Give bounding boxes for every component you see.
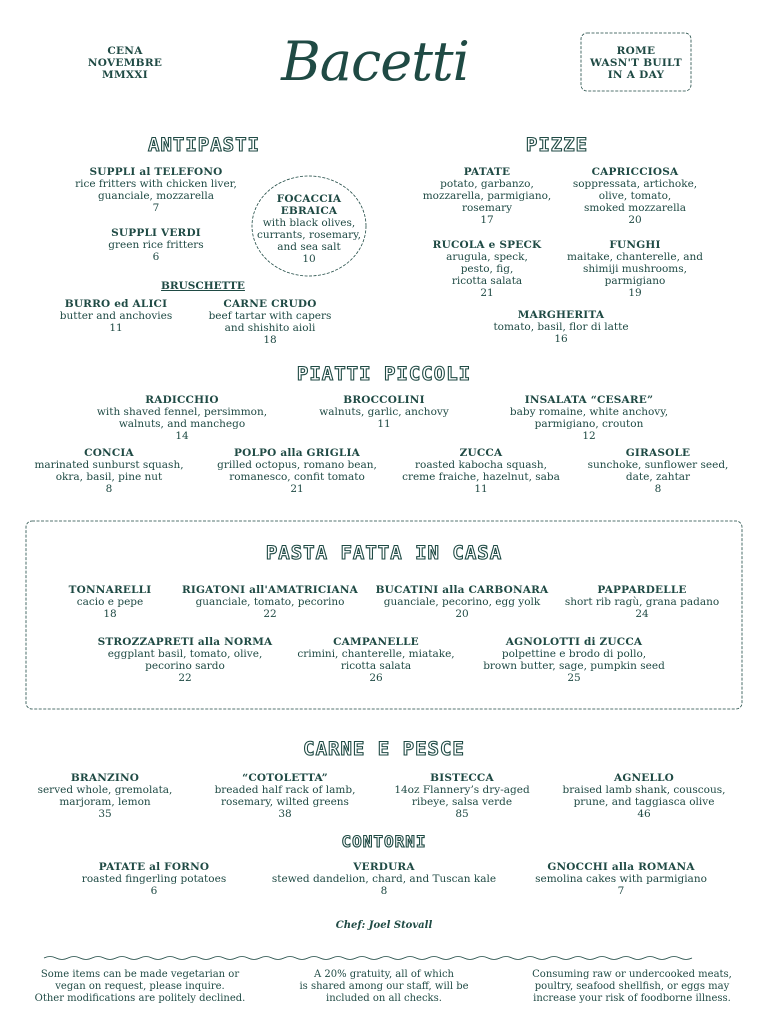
item-desc: beef tartar with capers	[208, 310, 332, 322]
menu-item	[180, 584, 360, 620]
item-desc: butter and anchovies	[59, 310, 173, 322]
item-desc: baby romaine, white anchovy,	[509, 406, 669, 418]
item-name: BURRO ed ALICI	[64, 298, 168, 310]
item-price: 14	[175, 430, 189, 442]
chef-credit: Chef: Joel Stovall	[335, 920, 433, 931]
item-price: 11	[109, 322, 123, 334]
footer-note-left	[24, 969, 256, 1005]
menu-item	[578, 447, 738, 495]
footer-line: Some items can be made vegetarian or	[40, 969, 240, 980]
item-desc: semolina cakes with parmigiano	[535, 873, 707, 885]
footer-line: increase your risk of foodborne illness.	[533, 993, 731, 1004]
footer-line: Other modifications are politely declined.	[34, 993, 246, 1004]
header-left-line: MMXXI	[102, 69, 148, 81]
footer-note-center	[278, 969, 490, 1005]
menu-item	[64, 861, 244, 897]
restaurant-logo: Bacetti	[281, 30, 469, 93]
item-price: 10	[302, 253, 316, 265]
item-name: STROZZAPRETI alla NORMA	[97, 636, 273, 648]
item-desc: guanciale, tomato, pecorino	[195, 596, 345, 608]
item-name: ZUCCA	[459, 447, 503, 459]
menu-item	[45, 584, 175, 620]
item-name: PAPPARDELLE	[597, 584, 687, 596]
item-price: 25	[567, 672, 581, 684]
item-price: 22	[178, 672, 192, 684]
menu-item	[556, 584, 728, 620]
item-desc: breaded half rack of lamb,	[214, 784, 356, 796]
menu-item	[461, 309, 661, 345]
item-desc: roasted kabocha squash,	[414, 459, 547, 471]
item-price: 20	[628, 214, 642, 226]
header-left	[70, 45, 180, 81]
menu-item	[386, 447, 576, 495]
item-price: 8	[105, 483, 113, 495]
item-price: 7	[152, 202, 160, 214]
section-title-pasta: PASTA FATTA IN CASA	[265, 542, 503, 564]
header-right-line: ROME	[616, 45, 656, 57]
menu-item	[472, 636, 676, 684]
item-desc: short rib ragù, grana padano	[564, 596, 720, 608]
subsection-title-bruschette: BRUSCHETTE	[161, 280, 245, 292]
menu-item	[384, 772, 540, 820]
item-name: AGNOLOTTI di ZUCCA	[505, 636, 643, 648]
item-desc: shimiji mushrooms,	[583, 263, 687, 275]
item-price: 38	[278, 808, 292, 820]
item-name: BRANZINO	[70, 772, 140, 784]
item-desc: ricotta salata	[451, 275, 523, 287]
menu-item	[82, 394, 282, 442]
item-desc: parmigiano, crouton	[534, 418, 644, 430]
item-price: 6	[152, 251, 160, 263]
item-desc: arugula, speck,	[446, 251, 528, 263]
menu-item-featured	[254, 193, 364, 265]
header-left-line: CENA	[107, 45, 143, 57]
item-name: PATATE	[463, 166, 511, 178]
item-desc: and shishito aioli	[224, 322, 316, 334]
item-price: 20	[455, 608, 469, 620]
item-name: MARGHERITA	[517, 309, 605, 321]
menu-item	[560, 239, 710, 299]
item-name: POLPO alla GRIGLIA	[234, 447, 360, 459]
item-name: BROCCOLINI	[343, 394, 425, 406]
footer-line: vegan on request, please inquire.	[55, 981, 225, 992]
item-name: BUCATINI alla CARBONARA	[375, 584, 549, 596]
item-name: RADICCHIO	[145, 394, 219, 406]
header-tagline	[581, 45, 691, 81]
item-name: AGNELLO	[613, 772, 675, 784]
item-desc: walnuts, garlic, anchovy	[319, 406, 449, 418]
item-name: SUPPLI VERDI	[111, 227, 201, 239]
menu-item	[304, 394, 464, 430]
menu-item	[195, 298, 345, 346]
item-desc: sunchoke, sunflower seed,	[587, 459, 729, 471]
footer-divider	[44, 957, 692, 960]
footer-line: poultry, seafood shellfish, or eggs may	[534, 981, 730, 992]
menu-item	[30, 772, 180, 820]
item-desc: with shaved fennel, persimmon,	[96, 406, 268, 418]
menu-item	[412, 239, 562, 299]
header-left-line: NOVEMBRE	[87, 57, 163, 69]
item-desc: smoked mozzarella	[583, 202, 687, 214]
item-price: 17	[480, 214, 494, 226]
menu-item	[258, 861, 510, 897]
menu-item	[489, 394, 689, 442]
item-name: “COTOLETTA”	[242, 772, 328, 784]
menu-item	[550, 772, 738, 820]
menu-item	[56, 227, 256, 263]
item-price: 85	[455, 808, 469, 820]
item-desc: cacio e pepe	[76, 596, 144, 608]
item-desc: marinated sunburst squash,	[34, 459, 184, 471]
menu-item	[560, 166, 710, 226]
item-price: 7	[617, 885, 625, 897]
item-price: 24	[635, 608, 649, 620]
item-desc: ricotta salata	[340, 660, 412, 672]
menu-item	[372, 584, 552, 620]
footer-line: is shared among our staff, will be	[299, 981, 469, 992]
section-title-contorni: CONTORNI	[341, 832, 427, 851]
footer-line: included on all checks.	[326, 993, 442, 1004]
item-desc: prune, and taggiasca olive	[573, 796, 715, 808]
item-desc: guanciale, pecorino, egg yolk	[383, 596, 541, 608]
item-desc: marjoram, lemon	[59, 796, 151, 808]
section-title-antipasti: ANTIPASTI	[148, 134, 260, 156]
item-desc: grilled octopus, romano bean,	[217, 459, 377, 471]
item-desc: 14oz Flannery’s dry-aged	[394, 784, 530, 796]
item-desc: green rice fritters	[108, 239, 204, 251]
header-right-line: IN A DAY	[607, 69, 665, 81]
item-price: 16	[554, 333, 568, 345]
item-desc: rosemary	[461, 202, 513, 214]
item-name: GIRASOLE	[625, 447, 691, 459]
item-price: 11	[377, 418, 391, 430]
item-name: CAPRICCIOSA	[591, 166, 679, 178]
item-name: RIGATONI all'AMATRICIANA	[181, 584, 359, 596]
item-price: 26	[369, 672, 383, 684]
item-price: 8	[654, 483, 662, 495]
item-name: FUNGHI	[609, 239, 661, 251]
item-name: GNOCCHI alla ROMANA	[547, 861, 695, 873]
item-desc: served whole, gremolata,	[37, 784, 173, 796]
item-name: VERDURA	[353, 861, 415, 873]
item-price: 19	[628, 287, 642, 299]
footer-line: A 20% gratuity, all of which	[314, 969, 454, 980]
item-desc: walnuts, and manchego	[118, 418, 246, 430]
item-desc: ribeye, salsa verde	[411, 796, 513, 808]
menu-item	[56, 166, 256, 214]
item-desc: brown butter, sage, pumpkin seed	[483, 660, 665, 672]
item-price: 18	[103, 608, 117, 620]
section-title-carne: CARNE E PESCE	[303, 738, 465, 760]
item-price: 18	[263, 334, 277, 346]
item-name: BISTECCA	[430, 772, 494, 784]
item-desc: parmigiano	[604, 275, 666, 287]
footer-note-right	[516, 969, 748, 1005]
item-desc: okra, basil, pine nut	[55, 471, 163, 483]
item-price: 35	[98, 808, 112, 820]
item-name: CONCIA	[84, 447, 134, 459]
item-desc: guanciale, mozzarella	[97, 190, 215, 202]
menu-item	[284, 636, 468, 684]
item-desc: currants, rosemary,	[256, 229, 362, 241]
item-name: FOCACCIA EBRAICA	[276, 193, 342, 217]
item-desc: crimini, chanterelle, miatake,	[297, 648, 455, 660]
item-desc: tomato, basil, flor di latte	[493, 321, 629, 333]
item-price: 21	[480, 287, 494, 299]
footer-line: Consuming raw or undercooked meats,	[532, 969, 732, 980]
item-name: SUPPLI al TELEFONO	[89, 166, 223, 178]
item-name: CAMPANELLE	[333, 636, 419, 648]
item-desc: romanesco, confit tomato	[229, 471, 365, 483]
item-desc: rice fritters with chicken liver,	[75, 178, 237, 190]
item-desc: stewed dandelion, chard, and Tuscan kale	[271, 873, 497, 885]
section-title-piatti: PIATTI PICCOLI	[296, 363, 472, 385]
item-price: 11	[474, 483, 488, 495]
menu-item	[20, 447, 198, 495]
item-desc: eggplant basil, tomato, olive,	[107, 648, 263, 660]
item-desc: olive, tomato,	[598, 190, 672, 202]
item-desc: date, zahtar	[625, 471, 691, 483]
item-price: 12	[582, 430, 596, 442]
item-desc: rosemary, wilted greens	[221, 796, 349, 808]
menu-item	[56, 298, 176, 334]
item-name: CARNE CRUDO	[223, 298, 317, 310]
item-price: 21	[290, 483, 304, 495]
menu-item	[200, 772, 370, 820]
item-desc: creme fraiche, hazelnut, saba	[402, 471, 560, 483]
item-desc: with black olives,	[262, 217, 356, 229]
item-price: 46	[637, 808, 651, 820]
item-name: PATATE al FORNO	[98, 861, 210, 873]
item-name: INSALATA “CESARE”	[524, 394, 654, 406]
header-right-line: WASN'T BUILT	[589, 57, 682, 69]
item-desc: roasted fingerling potatoes	[81, 873, 227, 885]
item-desc: pesto, fig,	[460, 263, 514, 275]
item-price: 6	[150, 885, 158, 897]
menu-item	[202, 447, 392, 495]
menu-item	[526, 861, 716, 897]
item-price: 8	[380, 885, 388, 897]
section-title-pizze: PIZZE	[525, 134, 589, 156]
item-desc: and sea salt	[277, 241, 341, 253]
item-name: RUCOLA e SPECK	[432, 239, 542, 251]
item-name: TONNARELLI	[68, 584, 152, 596]
item-desc: pecorino sardo	[145, 660, 225, 672]
item-desc: soppressata, artichoke,	[572, 178, 698, 190]
item-price: 22	[263, 608, 277, 620]
menu-item	[412, 166, 562, 226]
item-desc: maitake, chanterelle, and	[567, 251, 703, 263]
menu-item	[92, 636, 278, 684]
item-desc: braised lamb shank, couscous,	[562, 784, 726, 796]
item-desc: polpettine e brodo di pollo,	[501, 648, 647, 660]
item-desc: mozzarella, parmigiano,	[422, 190, 552, 202]
item-desc: potato, garbanzo,	[440, 178, 534, 190]
